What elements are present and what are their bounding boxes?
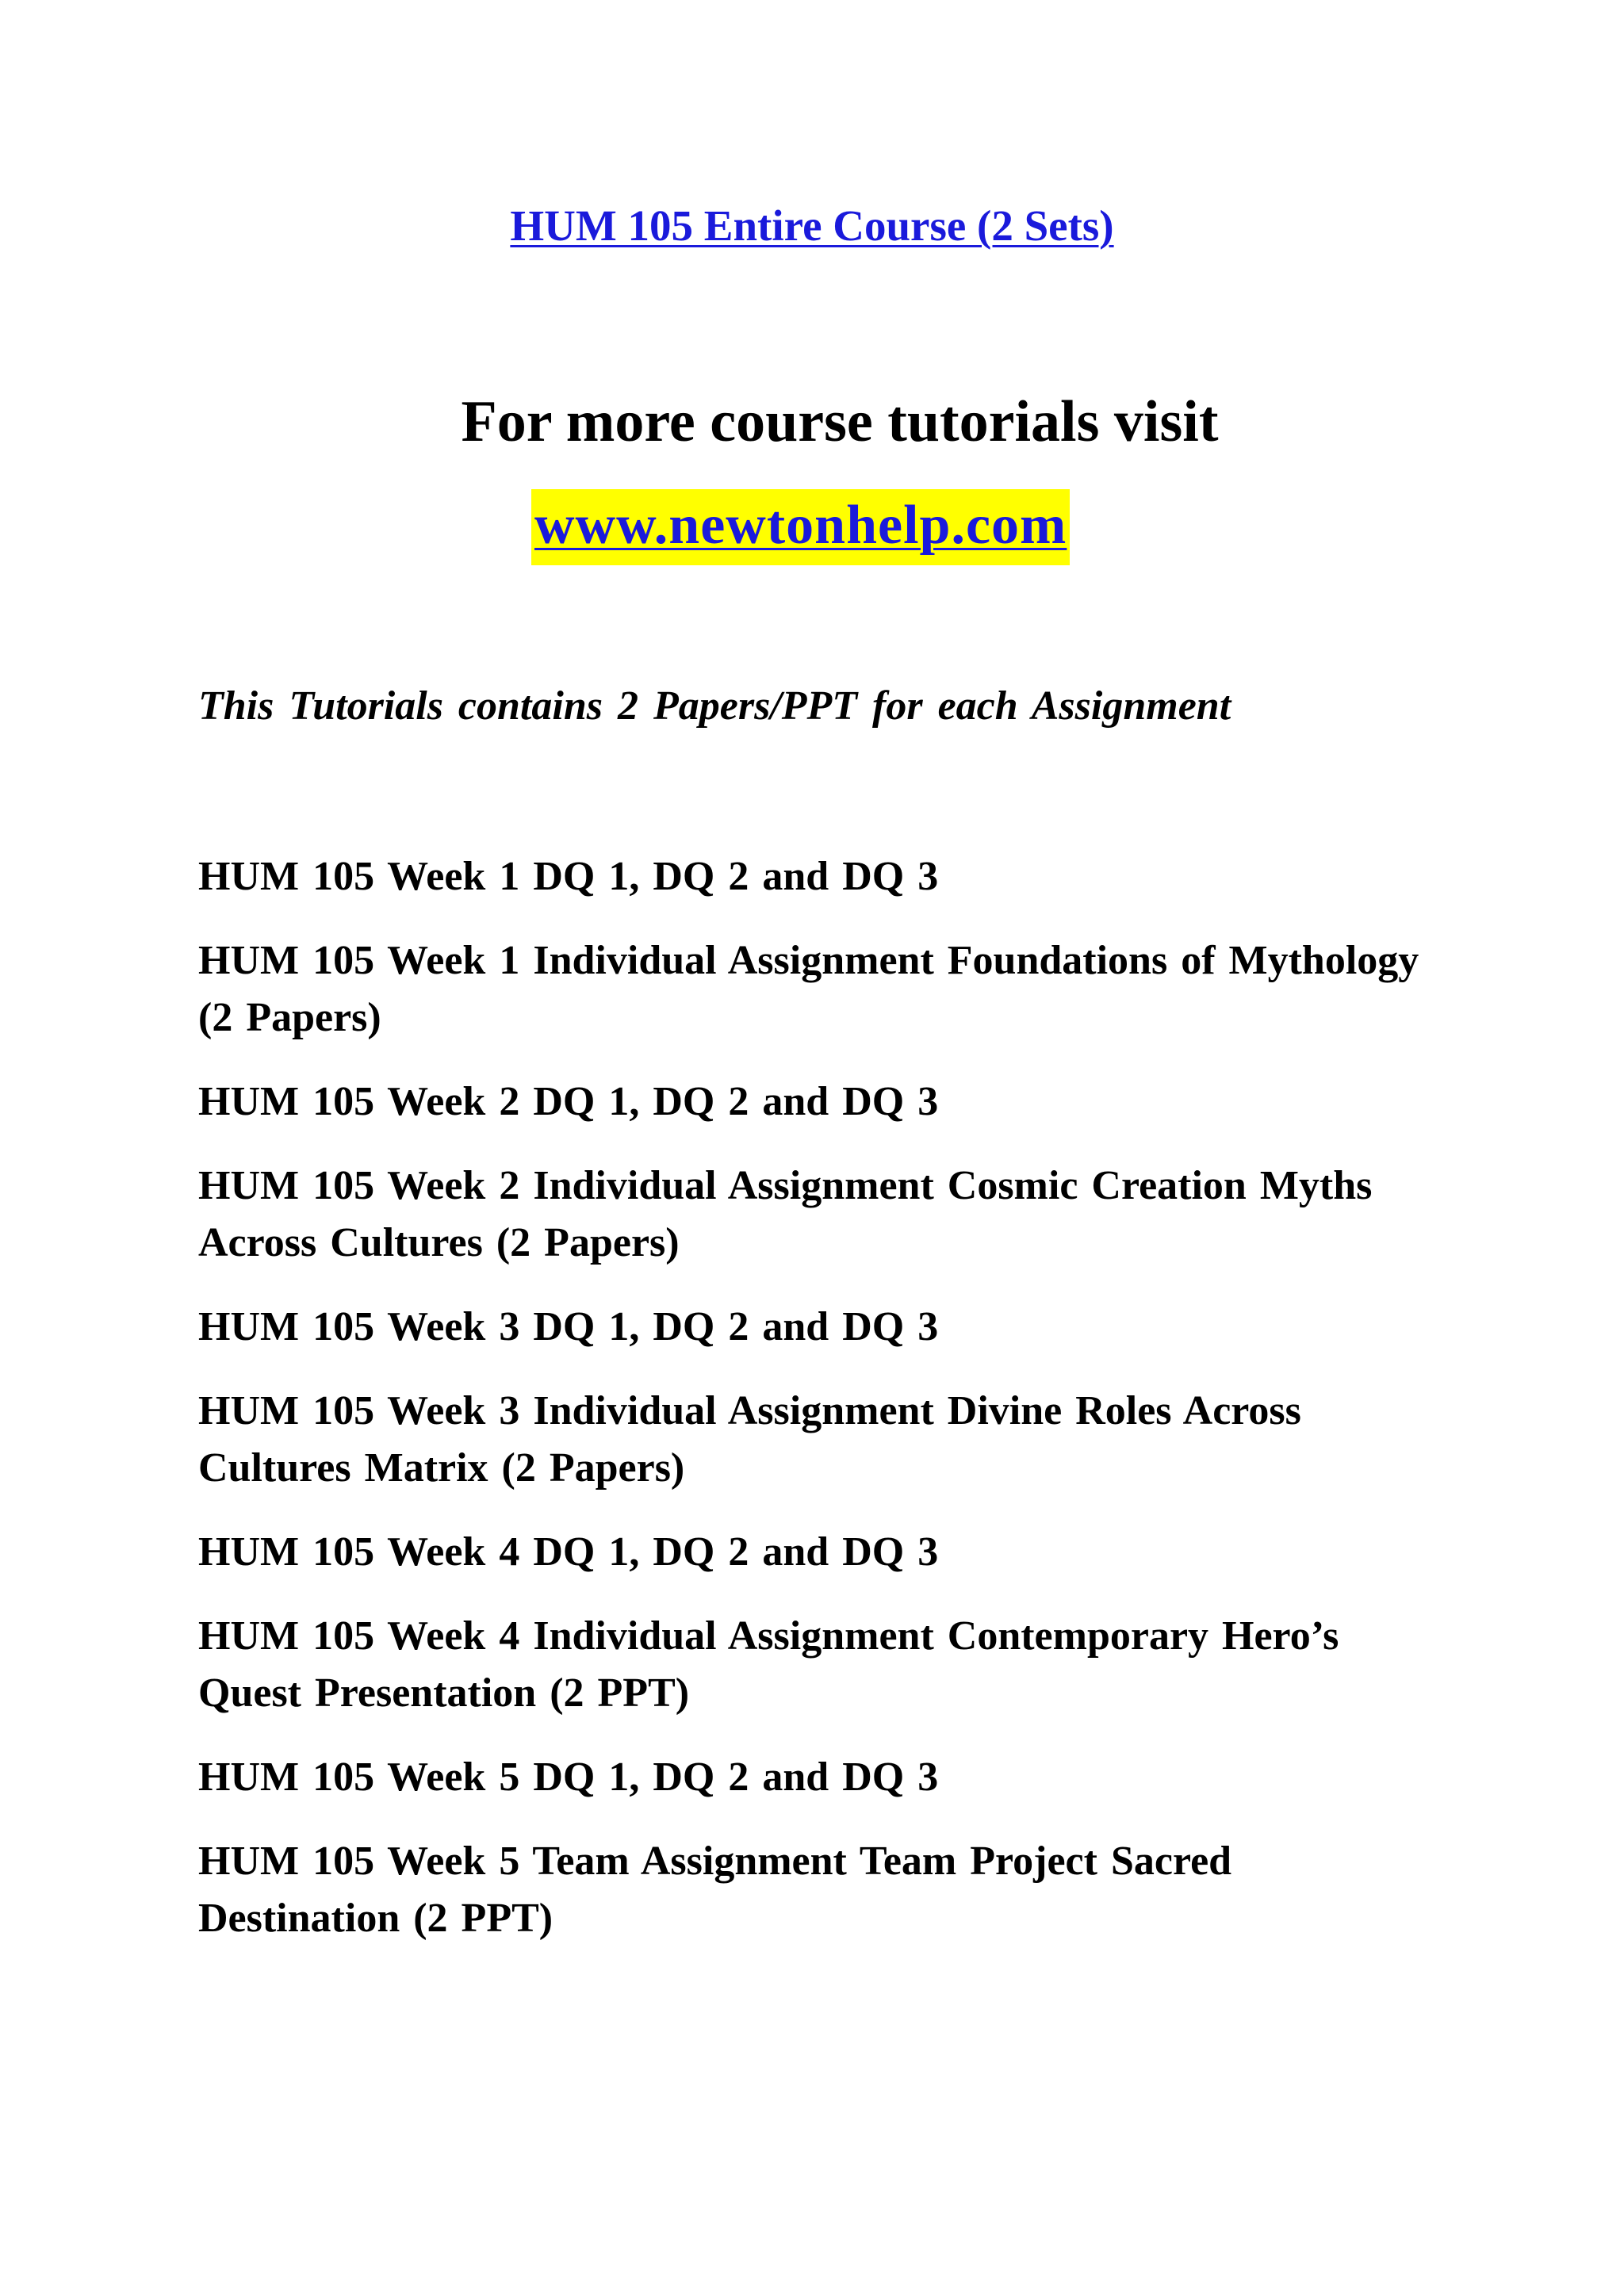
visit-heading: For more course tutorials visit (461, 389, 1219, 454)
website-link[interactable]: www.newtonhelp.com (531, 489, 1070, 565)
list-item: HUM 105 Week 2 Individual Assignment Cosmic Creation Myths Across Cultures (2 Papers) (198, 1163, 1373, 1265)
website-highlight (531, 489, 1070, 565)
list-item: HUM 105 Week 1 Individual Assignment Foundations of Mythology (2 Papers) (198, 938, 1419, 1040)
list-item: HUM 105 Week 5 DQ 1, DQ 2 and DQ 3 (198, 1755, 939, 1800)
list-item: HUM 105 Week 5 Team Assignment Team Project Sacred Destination (2 PPT) (198, 1839, 1232, 1941)
list-item: HUM 105 Week 4 Individual Assignment Contemporary Hero’s Quest Presentation (2 PPT) (198, 1613, 1339, 1716)
list-item: HUM 105 Week 1 DQ 1, DQ 2 and DQ 3 (198, 854, 939, 899)
list-item: HUM 105 Week 3 DQ 1, DQ 2 and DQ 3 (198, 1304, 939, 1349)
course-title-link[interactable]: HUM 105 Entire Course (2 Sets) (510, 201, 1114, 250)
list-item: HUM 105 Week 2 DQ 1, DQ 2 and DQ 3 (198, 1079, 939, 1124)
intro-text: This Tutorials contains 2 Papers/PPT for each Assignment (198, 683, 1231, 729)
list-item: HUM 105 Week 4 DQ 1, DQ 2 and DQ 3 (198, 1529, 939, 1575)
list-item: HUM 105 Week 3 Individual Assignment Divine Roles Across Cultures Matrix (2 Papers) (198, 1388, 1301, 1490)
assignment-list (198, 848, 1435, 1974)
